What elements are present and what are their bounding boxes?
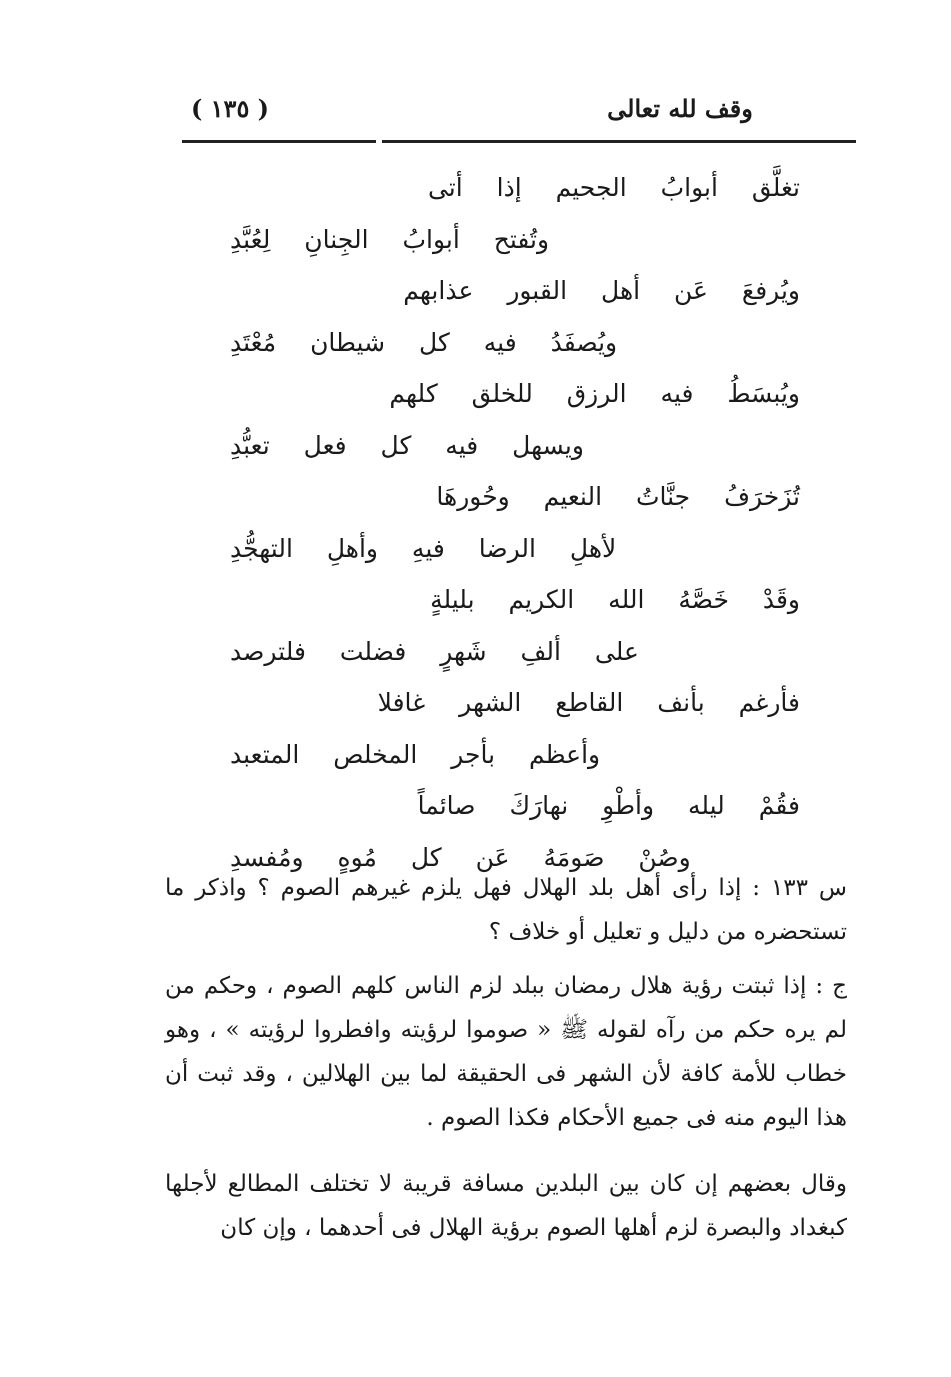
answer-paragraph bbox=[165, 964, 847, 1140]
poem bbox=[220, 162, 800, 883]
poem-hemistich-second: على ألفِ شَهرٍ فضلت فلترصد bbox=[230, 636, 639, 666]
poem-hemistich-first: ويُرفعَ عَن أهل القبور عذابهم bbox=[403, 276, 800, 305]
poem-hemistich-first: وقَدْ خَصَّهُ الله الكريم بليلةٍ bbox=[430, 585, 800, 614]
poem-hemistich-first: فقُمْ ليله وأطْوِ نهارَكَ صائماً bbox=[417, 791, 800, 820]
page-number: ( ١٣٥ ) bbox=[190, 94, 270, 123]
continuation-text: وقال بعضهم إن كان بين البلدين مسافة قريبة لا تختلف المطالع لأجلها كبغداد والبصرة لزم أهلها الصوم برؤية الهلال فى أحدهما ، وإن كان bbox=[165, 1171, 847, 1241]
header-rule bbox=[382, 140, 856, 143]
poem-hemistich-second: وأعظم بأجر المخلص المتعبد bbox=[230, 739, 601, 769]
page-header bbox=[180, 92, 860, 132]
poem-hemistich-second: وتُفتح أبوابُ الجِنانِ لِعُبَّدِ bbox=[230, 224, 550, 254]
poem-hemistich-second: لأهلِ الرضا فيهِ وأهلِ التهجُّدِ bbox=[230, 533, 617, 563]
poem-hemistich-second: ويُصفَدُ فيه كل شيطان مُعْتَدِ bbox=[230, 327, 618, 357]
poem-hemistich-second: وصُنْ صَومَهُ عَن كل مُوهٍ ومُفسدِ bbox=[230, 842, 691, 872]
poem-hemistich-first: تُزَخرَفُ جنَّاتُ النعيم وحُورهَا bbox=[436, 482, 800, 511]
poem-hemistich-second: ويسهل فيه كل فعل تعبُّدِ bbox=[230, 430, 584, 460]
poem-hemistich-first: تغلَّق أبوابُ الجحيم إذا أتى bbox=[427, 173, 800, 202]
header-rule bbox=[182, 140, 376, 143]
question-text: س ١٣٣ : إذا رأى أهل بلد الهلال فهل يلزم غيرهم الصوم ؟ واذكر ما تستحضره من دليل و تعليل أو خلاف ؟ bbox=[165, 875, 847, 945]
continuation-paragraph bbox=[165, 1162, 847, 1250]
poem-hemistich-first: ويُبسَطُ فيه الرزق للخلق كلهم bbox=[389, 379, 800, 408]
question-paragraph bbox=[165, 866, 847, 954]
answer-text: ج : إذا ثبتت رؤية هلال رمضان ببلد لزم الناس كلهم الصوم ، وحكم من لم يره حكم من رآه لقوله ﷺ « صوموا لرؤيته وافطروا لرؤيته » ، وهو خطاب للأمة كافة لأن الشهر فى الحقيقة لما بين الهلالين ، وقد ثبت أن هذا اليوم منه فى جميع الأحكام فكذا الصوم . bbox=[165, 973, 847, 1131]
running-title: وقف لله تعالى bbox=[607, 94, 753, 123]
poem-hemistich-first: فأرغم بأنف القاطع الشهر غافلا bbox=[377, 688, 800, 717]
